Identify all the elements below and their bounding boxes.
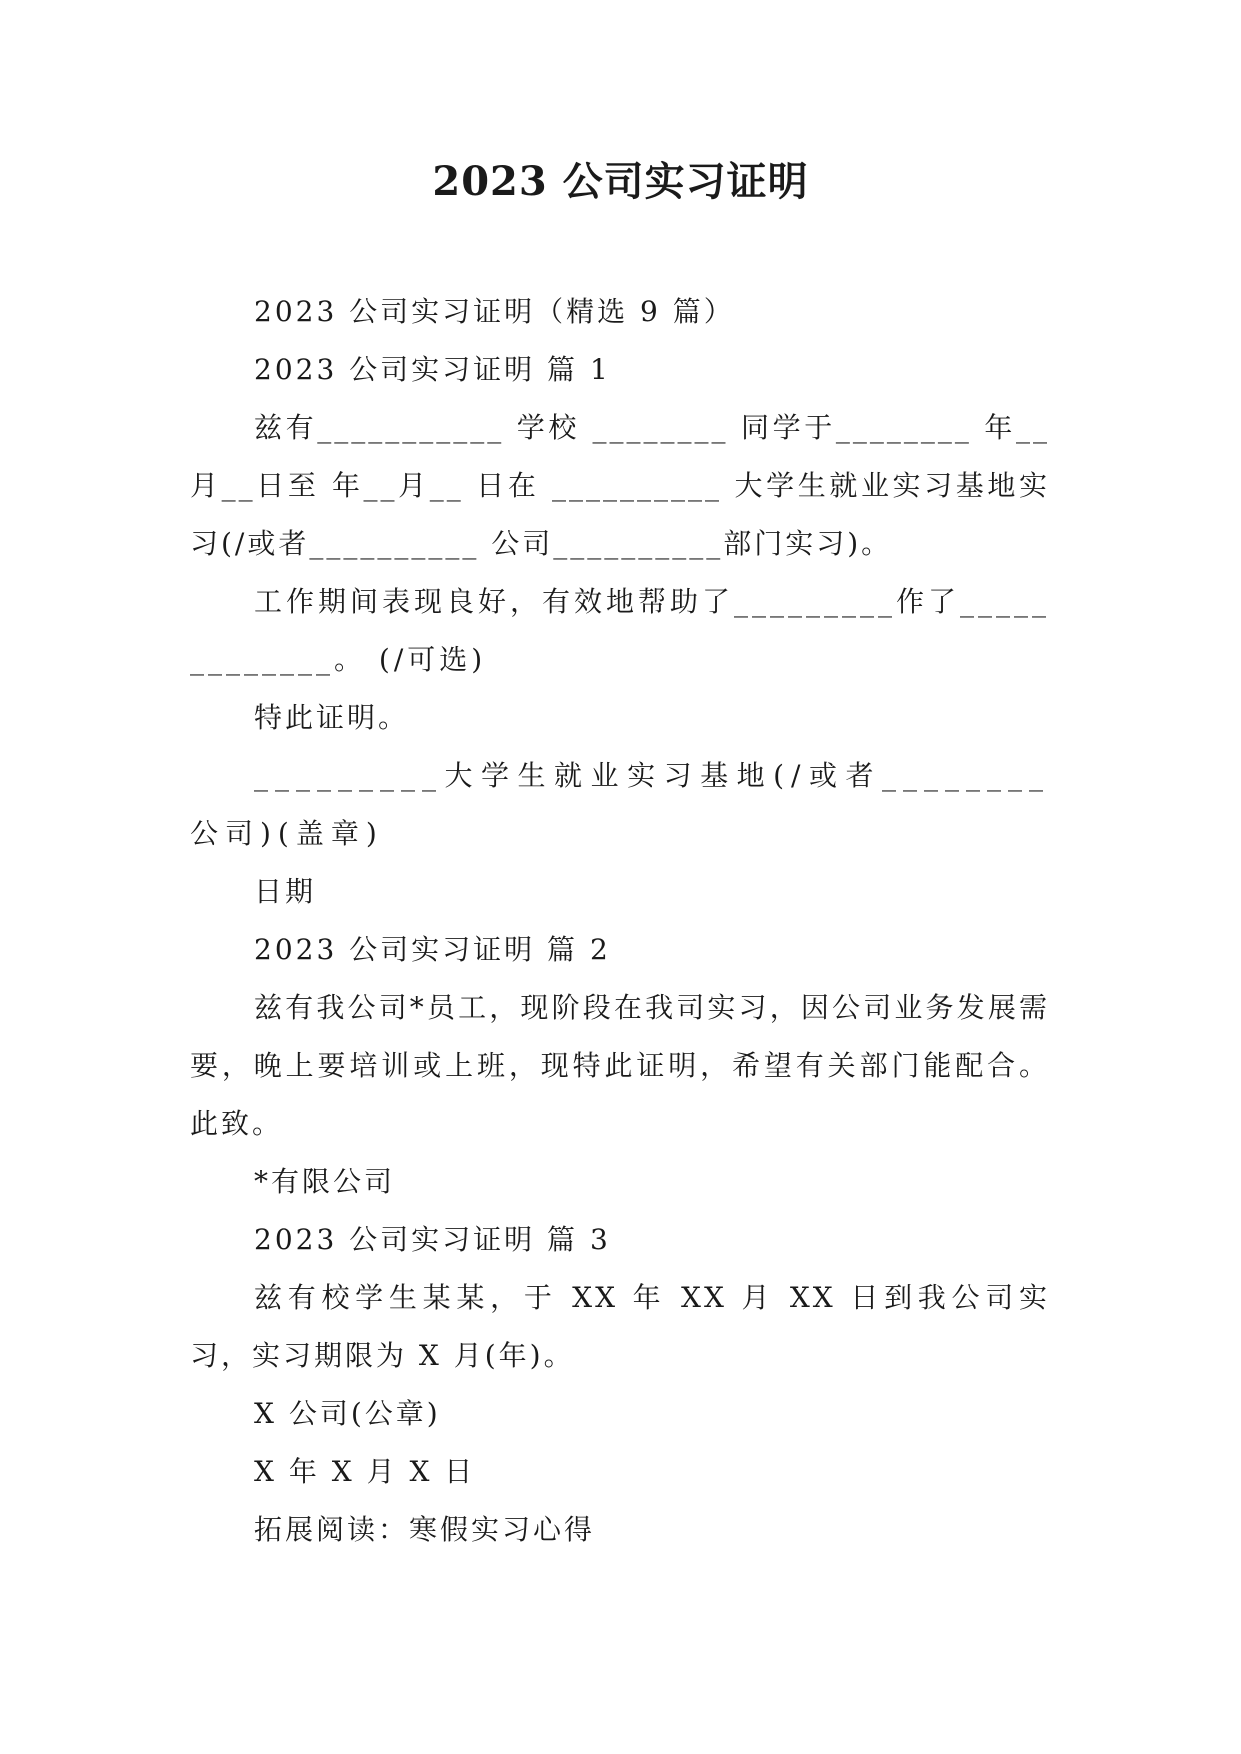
paragraph-certificate-2: 兹有我公司*员工，现阶段在我司实习，因公司业务发展需要，晚上要培训或上班，现特此证明，希望有关部门能配合。此致。 bbox=[190, 991, 1050, 1140]
paragraph-heading-2: 2023 公司实习证明 篇 2 bbox=[254, 933, 611, 966]
paragraph-company-seal-3: X 公司(公章) bbox=[254, 1397, 441, 1430]
paragraph-seal: _________大学生就业实习基地(/或者________公司)(盖章) bbox=[190, 759, 1050, 850]
document-body bbox=[190, 283, 1050, 1559]
paragraph-heading-1: 2023 公司实习证明 篇 1 bbox=[254, 353, 611, 386]
paragraph-heading-3: 2023 公司实习证明 篇 3 bbox=[254, 1223, 611, 1256]
paragraph-hereby-certify: 特此证明。 bbox=[254, 701, 410, 734]
paragraph-date-3: X 年 X 月 X 日 bbox=[254, 1455, 476, 1488]
document-title: 2023 公司实习证明 bbox=[432, 158, 809, 205]
paragraph-certificate-3: 兹有校学生某某，于 XX 年 XX 月 XX 日到我公司实习，实习期限为 X 月(年)。 bbox=[190, 1281, 1050, 1372]
paragraph-date: 日期 bbox=[254, 875, 317, 908]
paragraph-certificate-1: 兹有___________ 学校 ________ 同学于________ 年__月__日至 年__月__ 日在 __________ 大学生就业实习基地实习(/或者__________ 公司__________部门实习)。 bbox=[190, 411, 1050, 560]
paragraph-performance: 工作期间表现良好，有效地帮助了_________作了_____________。 (/可选) bbox=[190, 585, 1051, 676]
paragraph-subtitle: 2023 公司实习证明（精选 9 篇） bbox=[254, 295, 735, 328]
paragraph-extended-reading: 拓展阅读：寒假实习心得 bbox=[254, 1513, 596, 1546]
paragraph-company-2: *有限公司 bbox=[254, 1165, 396, 1198]
